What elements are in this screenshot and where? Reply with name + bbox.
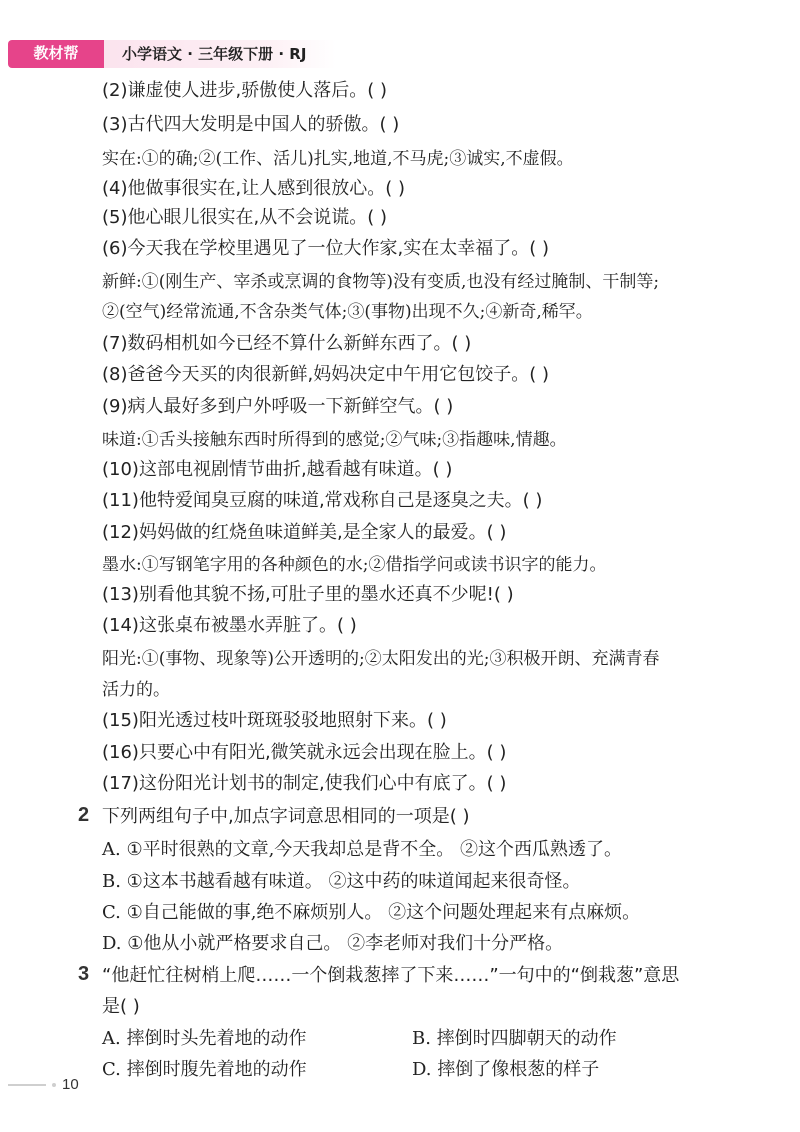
- item-line: (14)这张桌布被墨水弄脏了。( ): [102, 615, 357, 636]
- question-number: 3: [78, 963, 90, 985]
- answer-option: C. 摔倒时腹先着地的动作: [102, 1059, 307, 1080]
- page-header: [8, 40, 338, 68]
- answer-option: D. ①他从小就严格要求自己。 ②李老师对我们十分严格。: [102, 933, 564, 954]
- page-footer: [8, 1076, 108, 1096]
- definition-line: 新鲜:①(刚生产、宰杀或烹调的食物等)没有变质,也没有经过腌制、干制等;: [102, 272, 660, 292]
- item-line: (8)爸爸今天买的肉很新鲜,妈妈决定中午用它包饺子。( ): [102, 364, 549, 385]
- item-line: (7)数码相机如今已经不算什么新鲜东西了。( ): [102, 333, 472, 354]
- definition-line: 实在:①的确;②(工作、活儿)扎实,地道,不马虎;③诚实,不虚假。: [102, 149, 574, 169]
- item-line: (9)病人最好多到户外呼吸一下新鲜空气。( ): [102, 396, 454, 417]
- item-line: (11)他特爱闻臭豆腐的味道,常戏称自己是逐臭之夫。( ): [102, 490, 543, 511]
- answer-option: C. ①自己能做的事,绝不麻烦别人。 ②这个问题处理起来有点麻烦。: [102, 902, 641, 923]
- answer-option: A. ①平时很熟的文章,今天我却总是背不全。 ②这个西瓜熟透了。: [102, 839, 623, 860]
- footer-rule: [8, 1084, 46, 1086]
- definition-line: 活力的。: [102, 680, 170, 700]
- item-line: (10)这部电视剧情节曲折,越看越有味道。( ): [102, 459, 453, 480]
- definition-line: 墨水:①写钢笔字用的各种颜色的水;②借指学问或读书识字的能力。: [102, 555, 607, 575]
- book-title: 小学语文 · 三年级下册 · RJ: [104, 40, 336, 68]
- item-line: (16)只要心中有阳光,微笑就永远会出现在脸上。( ): [102, 742, 507, 763]
- brand-badge: 教材帮: [8, 40, 104, 68]
- definition-line: 阳光:①(事物、现象等)公开透明的;②太阳发出的光;③积极开朗、充满青春: [102, 649, 660, 669]
- item-line: (17)这份阳光计划书的制定,使我们心中有底了。( ): [102, 773, 507, 794]
- answer-option: B. 摔倒时四脚朝天的动作: [412, 1028, 617, 1049]
- question-stem-continued: 是( ): [102, 996, 140, 1017]
- definition-line: ②(空气)经常流通,不含杂类气体;③(事物)出现不久;④新奇,稀罕。: [102, 302, 593, 322]
- item-line: (4)他做事很实在,让人感到很放心。( ): [102, 178, 405, 199]
- answer-option: B. ①这本书越看越有味道。 ②这中药的味道闻起来很奇怪。: [102, 871, 581, 892]
- question-stem: “他赶忙往树梢上爬……一个倒栽葱摔了下来……”一句中的“倒栽葱”意思: [102, 965, 680, 986]
- item-line: (15)阳光透过枝叶斑斑驳驳地照射下来。( ): [102, 710, 447, 731]
- footer-dot: [52, 1083, 56, 1087]
- item-line: (12)妈妈做的红烧鱼味道鲜美,是全家人的最爱。( ): [102, 522, 507, 543]
- definition-line: 味道:①舌头接触东西时所得到的感觉;②气味;③指趣味,情趣。: [102, 430, 567, 450]
- item-line: (5)他心眼儿很实在,从不会说谎。( ): [102, 207, 387, 228]
- question-number: 2: [78, 804, 90, 826]
- question-stem: 下列两组句子中,加点字词意思相同的一项是( ): [102, 806, 470, 827]
- answer-option: A. 摔倒时头先着地的动作: [102, 1028, 307, 1049]
- answer-option: D. 摔倒了像根葱的样子: [412, 1059, 600, 1080]
- item-line: (13)别看他其貌不扬,可肚子里的墨水还真不少呢!( ): [102, 584, 514, 605]
- item-line: (2)谦虚使人进步,骄傲使人落后。( ): [102, 80, 387, 101]
- item-line: (3)古代四大发明是中国人的骄傲。( ): [102, 114, 400, 135]
- item-line: (6)今天我在学校里遇见了一位大作家,实在太幸福了。( ): [102, 238, 549, 259]
- page-number: 10: [62, 1076, 79, 1093]
